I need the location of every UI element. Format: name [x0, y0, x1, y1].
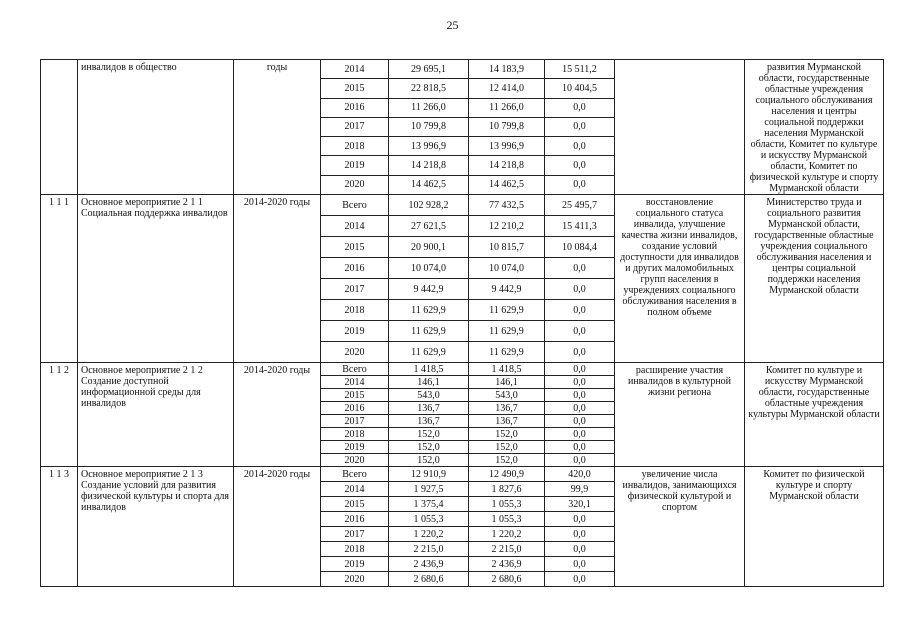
- amount-cell: 152,0: [389, 441, 469, 454]
- year-cell: 2014: [321, 482, 389, 497]
- amount-cell: 152,0: [389, 428, 469, 441]
- amount-cell: 0,0: [545, 512, 615, 527]
- amount-cell: 1 418,5: [389, 363, 469, 376]
- year-cell: 2015: [321, 79, 389, 98]
- amount-cell: 1 220,2: [389, 527, 469, 542]
- amount-cell: 0,0: [545, 258, 615, 279]
- amount-cell: 13 996,9: [469, 137, 545, 156]
- year-cell: 2016: [321, 98, 389, 117]
- table-row: [41, 467, 884, 482]
- activity-name: Основное мероприятие 2 1 1 Социальная поддержка инвалидов: [78, 195, 234, 363]
- amount-cell: 0,0: [545, 428, 615, 441]
- row-code: 1 1 2: [41, 363, 78, 467]
- amount-cell: 1 055,3: [389, 512, 469, 527]
- amount-cell: 0,0: [545, 279, 615, 300]
- activity-name: Основное мероприятие 2 1 3 Создание условий для развития физической культуры и спорта для инвалидов: [78, 467, 234, 587]
- year-cell: 2019: [321, 441, 389, 454]
- amount-cell: 10 404,5: [545, 79, 615, 98]
- executor-cell: развития Мурманской области, государственные областные учреждения социального обслуживания населения и центры социальной поддержки населения Мурманской области, Комитет по культуре и искусству Мурманской области, Комитет по физической культуре и спорту Мурманской области: [745, 60, 884, 195]
- amount-cell: 146,1: [389, 376, 469, 389]
- year-cell: 2017: [321, 279, 389, 300]
- row-code: 1 1 1: [41, 195, 78, 363]
- amount-cell: 0,0: [545, 156, 615, 175]
- expected-result: расширение участия инвалидов в культурной жизни региона: [615, 363, 745, 467]
- amount-cell: 10 815,7: [469, 237, 545, 258]
- amount-cell: 0,0: [545, 527, 615, 542]
- year-cell: 2015: [321, 237, 389, 258]
- expected-result: [615, 60, 745, 195]
- period-cell: 2014-2020 годы: [234, 363, 321, 467]
- amount-cell: 22 818,5: [389, 79, 469, 98]
- amount-cell: 11 629,9: [469, 342, 545, 363]
- amount-cell: 1 055,3: [469, 512, 545, 527]
- program-table: [40, 59, 884, 587]
- year-cell: 2020: [321, 572, 389, 587]
- amount-cell: 9 442,9: [469, 279, 545, 300]
- year-cell: 2019: [321, 557, 389, 572]
- row-code: 1 1 3: [41, 467, 78, 587]
- amount-cell: 11 629,9: [389, 300, 469, 321]
- amount-cell: 0,0: [545, 117, 615, 136]
- amount-cell: 15 411,3: [545, 216, 615, 237]
- amount-cell: 0,0: [545, 137, 615, 156]
- amount-cell: 0,0: [545, 376, 615, 389]
- amount-cell: 1 927,5: [389, 482, 469, 497]
- amount-cell: 0,0: [545, 389, 615, 402]
- year-cell: Всего: [321, 195, 389, 216]
- amount-cell: 136,7: [389, 415, 469, 428]
- executor-cell: Комитет по культуре и искусству Мурманской области, государственные областные учреждения культуры Мурманской области: [745, 363, 884, 467]
- amount-cell: 0,0: [545, 300, 615, 321]
- amount-cell: 14 462,5: [469, 175, 545, 194]
- activity-name: Основное мероприятие 2 1 2 Создание доступной информационной среды для инвалидов: [78, 363, 234, 467]
- amount-cell: 0,0: [545, 441, 615, 454]
- amount-cell: 102 928,2: [389, 195, 469, 216]
- year-cell: 2015: [321, 497, 389, 512]
- amount-cell: 12 490,9: [469, 467, 545, 482]
- amount-cell: 11 629,9: [469, 300, 545, 321]
- amount-cell: 2 436,9: [469, 557, 545, 572]
- amount-cell: 0,0: [545, 454, 615, 467]
- amount-cell: 0,0: [545, 542, 615, 557]
- year-cell: 2018: [321, 300, 389, 321]
- year-cell: 2018: [321, 542, 389, 557]
- amount-cell: 29 695,1: [389, 60, 469, 79]
- amount-cell: 320,1: [545, 497, 615, 512]
- amount-cell: 12 414,0: [469, 79, 545, 98]
- year-cell: 2018: [321, 428, 389, 441]
- year-cell: Всего: [321, 467, 389, 482]
- amount-cell: 12 910,9: [389, 467, 469, 482]
- amount-cell: 2 215,0: [389, 542, 469, 557]
- amount-cell: 13 996,9: [389, 137, 469, 156]
- amount-cell: 152,0: [469, 428, 545, 441]
- year-cell: 2020: [321, 175, 389, 194]
- amount-cell: 152,0: [469, 441, 545, 454]
- amount-cell: 14 218,8: [469, 156, 545, 175]
- amount-cell: 0,0: [545, 572, 615, 587]
- amount-cell: 14 183,9: [469, 60, 545, 79]
- amount-cell: 10 074,0: [389, 258, 469, 279]
- amount-cell: 543,0: [469, 389, 545, 402]
- year-cell: 2018: [321, 137, 389, 156]
- amount-cell: 152,0: [389, 454, 469, 467]
- year-cell: 2014: [321, 376, 389, 389]
- year-cell: 2019: [321, 321, 389, 342]
- period-cell: 2014-2020 годы: [234, 467, 321, 587]
- amount-cell: 14 462,5: [389, 175, 469, 194]
- amount-cell: 543,0: [389, 389, 469, 402]
- amount-cell: 10 084,4: [545, 237, 615, 258]
- amount-cell: 2 680,6: [469, 572, 545, 587]
- amount-cell: 152,0: [469, 454, 545, 467]
- row-code: [41, 60, 78, 195]
- year-cell: 2014: [321, 216, 389, 237]
- amount-cell: 11 266,0: [469, 98, 545, 117]
- amount-cell: 11 266,0: [389, 98, 469, 117]
- amount-cell: 20 900,1: [389, 237, 469, 258]
- amount-cell: 2 215,0: [469, 542, 545, 557]
- amount-cell: 11 629,9: [389, 342, 469, 363]
- amount-cell: 12 210,2: [469, 216, 545, 237]
- amount-cell: 14 218,8: [389, 156, 469, 175]
- year-cell: 2016: [321, 258, 389, 279]
- amount-cell: 2 436,9: [389, 557, 469, 572]
- year-cell: 2016: [321, 402, 389, 415]
- activity-name: инвалидов в общество: [78, 60, 234, 195]
- amount-cell: 146,1: [469, 376, 545, 389]
- year-cell: 2016: [321, 512, 389, 527]
- amount-cell: 1 055,3: [469, 497, 545, 512]
- executor-cell: Комитет по физической культуре и спорту Мурманской области: [745, 467, 884, 587]
- amount-cell: 0,0: [545, 98, 615, 117]
- page-number: 25: [446, 18, 459, 32]
- amount-cell: 10 799,8: [469, 117, 545, 136]
- amount-cell: 1 375,4: [389, 497, 469, 512]
- period-cell: годы: [234, 60, 321, 195]
- amount-cell: 1 418,5: [469, 363, 545, 376]
- amount-cell: 1 220,2: [469, 527, 545, 542]
- amount-cell: 0,0: [545, 342, 615, 363]
- table-row: [41, 363, 884, 376]
- table-body: [41, 60, 884, 587]
- executor-cell: Министерство труда и социального развития Мурманской области, государственные областные учреждения социального обслуживания населения и центры социальной поддержки населения Мурманской области: [745, 195, 884, 363]
- year-cell: 2017: [321, 527, 389, 542]
- amount-cell: 10 074,0: [469, 258, 545, 279]
- amount-cell: 11 629,9: [389, 321, 469, 342]
- expected-result: увеличение числа инвалидов, занимающихся физической культурой и спортом: [615, 467, 745, 587]
- amount-cell: 27 621,5: [389, 216, 469, 237]
- amount-cell: 0,0: [545, 175, 615, 194]
- amount-cell: 420,0: [545, 467, 615, 482]
- amount-cell: 25 495,7: [545, 195, 615, 216]
- year-cell: 2019: [321, 156, 389, 175]
- amount-cell: 99,9: [545, 482, 615, 497]
- amount-cell: 0,0: [545, 415, 615, 428]
- amount-cell: 10 799,8: [389, 117, 469, 136]
- amount-cell: 1 827,6: [469, 482, 545, 497]
- amount-cell: 0,0: [545, 402, 615, 415]
- year-cell: 2017: [321, 415, 389, 428]
- amount-cell: 136,7: [469, 402, 545, 415]
- amount-cell: 11 629,9: [469, 321, 545, 342]
- year-cell: 2014: [321, 60, 389, 79]
- amount-cell: 77 432,5: [469, 195, 545, 216]
- period-cell: 2014-2020 годы: [234, 195, 321, 363]
- table-row: [41, 60, 884, 79]
- amount-cell: 136,7: [389, 402, 469, 415]
- year-cell: 2020: [321, 454, 389, 467]
- amount-cell: 15 511,2: [545, 60, 615, 79]
- amount-cell: 0,0: [545, 557, 615, 572]
- amount-cell: 0,0: [545, 363, 615, 376]
- amount-cell: 0,0: [545, 321, 615, 342]
- table-row: [41, 195, 884, 216]
- amount-cell: 2 680,6: [389, 572, 469, 587]
- year-cell: 2020: [321, 342, 389, 363]
- amount-cell: 136,7: [469, 415, 545, 428]
- expected-result: восстановление социального статуса инвалида, улучшение качества жизни инвалидов, создание условий доступности для инвалидов и других маломобильных групп населения в учреждениях социального обслуживания населения в полном объеме: [615, 195, 745, 363]
- year-cell: 2015: [321, 389, 389, 402]
- year-cell: Всего: [321, 363, 389, 376]
- amount-cell: 9 442,9: [389, 279, 469, 300]
- year-cell: 2017: [321, 117, 389, 136]
